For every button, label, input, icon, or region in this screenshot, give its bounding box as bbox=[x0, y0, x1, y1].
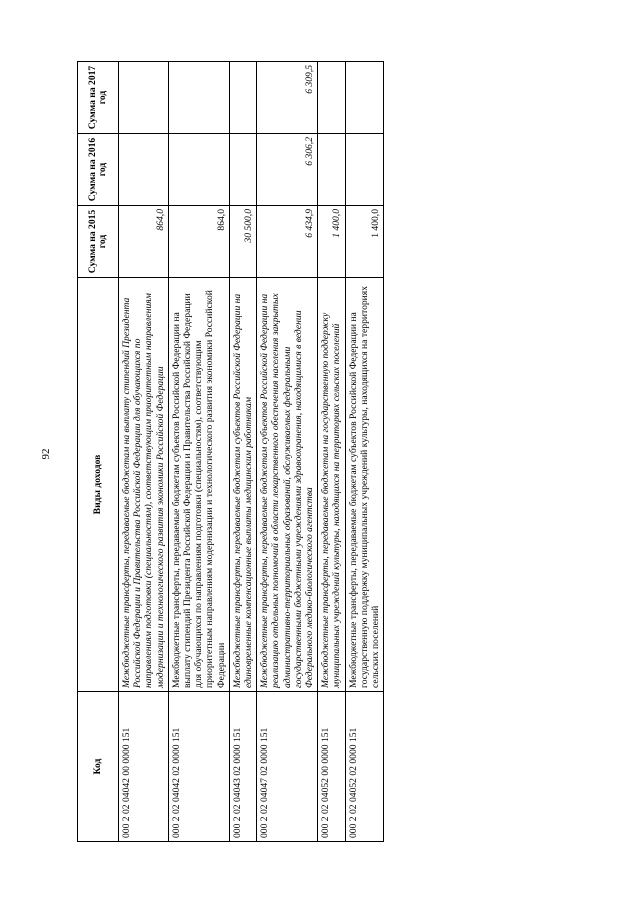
table-header-row bbox=[78, 62, 119, 842]
sum-2016-cell bbox=[345, 134, 384, 206]
rotated-page-content bbox=[77, 62, 563, 842]
sum-2016-cell: 6 306,2 bbox=[257, 134, 318, 206]
revenue-type-cell: Межбюджетные трансферты, передаваемые бюджетам на государственную поддержку муниципальных учреждений культуры, находящихся на территориях сельских поселений bbox=[318, 278, 345, 692]
table-row bbox=[345, 62, 384, 842]
code-cell: 000 2 02 04042 00 0000 151 bbox=[119, 692, 169, 842]
sum-2017-cell bbox=[168, 62, 229, 134]
sum-2015-cell: 30 500,0 bbox=[229, 206, 256, 278]
sum-2017-cell bbox=[318, 62, 345, 134]
header-sum-2015: Сумма на 2015 год bbox=[78, 206, 119, 278]
revenue-type-cell: Межбюджетные трансферты, передаваемые бюджетам субъектов Российской Федерации на выплату стипендий Президента Российской Федерации и Правительства Российской Федерации для обучающихся по направлениям подготовки (специальностям), соответствующим приоритетным направлениям модернизации и технологического развития экономики Российской Федерации bbox=[168, 278, 229, 692]
sum-2016-cell bbox=[168, 134, 229, 206]
sum-2015-cell: 1 400,0 bbox=[345, 206, 384, 278]
header-sum-2016: Сумма на 2016 год bbox=[78, 134, 119, 206]
table-row bbox=[318, 62, 345, 842]
sum-2016-cell bbox=[318, 134, 345, 206]
table-row bbox=[229, 62, 256, 842]
header-revenue-type: Виды доходов bbox=[78, 278, 119, 692]
code-cell: 000 2 02 04043 02 0000 151 bbox=[229, 692, 256, 842]
sum-2015-cell: 1 400,0 bbox=[318, 206, 345, 278]
header-sum-2017: Сумма на 2017 год bbox=[78, 62, 119, 134]
header-code: Код bbox=[78, 692, 119, 842]
code-cell: 000 2 02 04042 02 0000 151 bbox=[168, 692, 229, 842]
code-cell: 000 2 02 04052 02 0000 151 bbox=[345, 692, 384, 842]
table-row bbox=[168, 62, 229, 842]
page-number: 92 bbox=[40, 448, 52, 460]
revenue-table bbox=[77, 61, 384, 842]
revenue-type-cell: Межбюджетные трансферты, передаваемые бюджетам на выплату стипендий Президента Российской Федерации и Правительства Российской Федерации для обучающихся по направлениям подготовки (специальностям), соответствующим приоритетным направлениям модернизации и технологического развития экономики Российской Федерации bbox=[119, 278, 169, 692]
code-cell: 000 2 02 04052 00 0000 151 bbox=[318, 692, 345, 842]
sum-2015-cell: 864,0 bbox=[119, 206, 169, 278]
code-cell: 000 2 02 04047 02 0000 151 bbox=[257, 692, 318, 842]
sum-2015-cell: 6 434,9 bbox=[257, 206, 318, 278]
sum-2017-cell: 6 309,5 bbox=[257, 62, 318, 134]
revenue-type-cell: Межбюджетные трансферты, передаваемые бюджетам субъектов Российской Федерации на государственную поддержку муниципальных учреждений культуры, находящихся на территориях сельских поселений bbox=[345, 278, 384, 692]
table-row bbox=[119, 62, 169, 842]
sum-2016-cell bbox=[229, 134, 256, 206]
sum-2015-cell: 864,0 bbox=[168, 206, 229, 278]
revenue-type-cell: Межбюджетные трансферты, передаваемые бюджетам субъектов Российской Федерации на реализацию отдельных полномочий в области лекарственного обеспечения населения закрытых административно-территориальных образований, обслуживаемых федеральными государственными бюджетными учреждениями здравоохранения, находящимися в ведении Федерального медико-биологического агентства bbox=[257, 278, 318, 692]
sum-2017-cell bbox=[119, 62, 169, 134]
table-row bbox=[257, 62, 318, 842]
revenue-type-cell: Межбюджетные трансферты, передаваемые бюджетам субъектов Российской Федерации на единовременные компенсационные выплаты медицинским работникам bbox=[229, 278, 256, 692]
sum-2016-cell bbox=[119, 134, 169, 206]
table-body bbox=[119, 62, 384, 842]
sum-2017-cell bbox=[229, 62, 256, 134]
sum-2017-cell bbox=[345, 62, 384, 134]
